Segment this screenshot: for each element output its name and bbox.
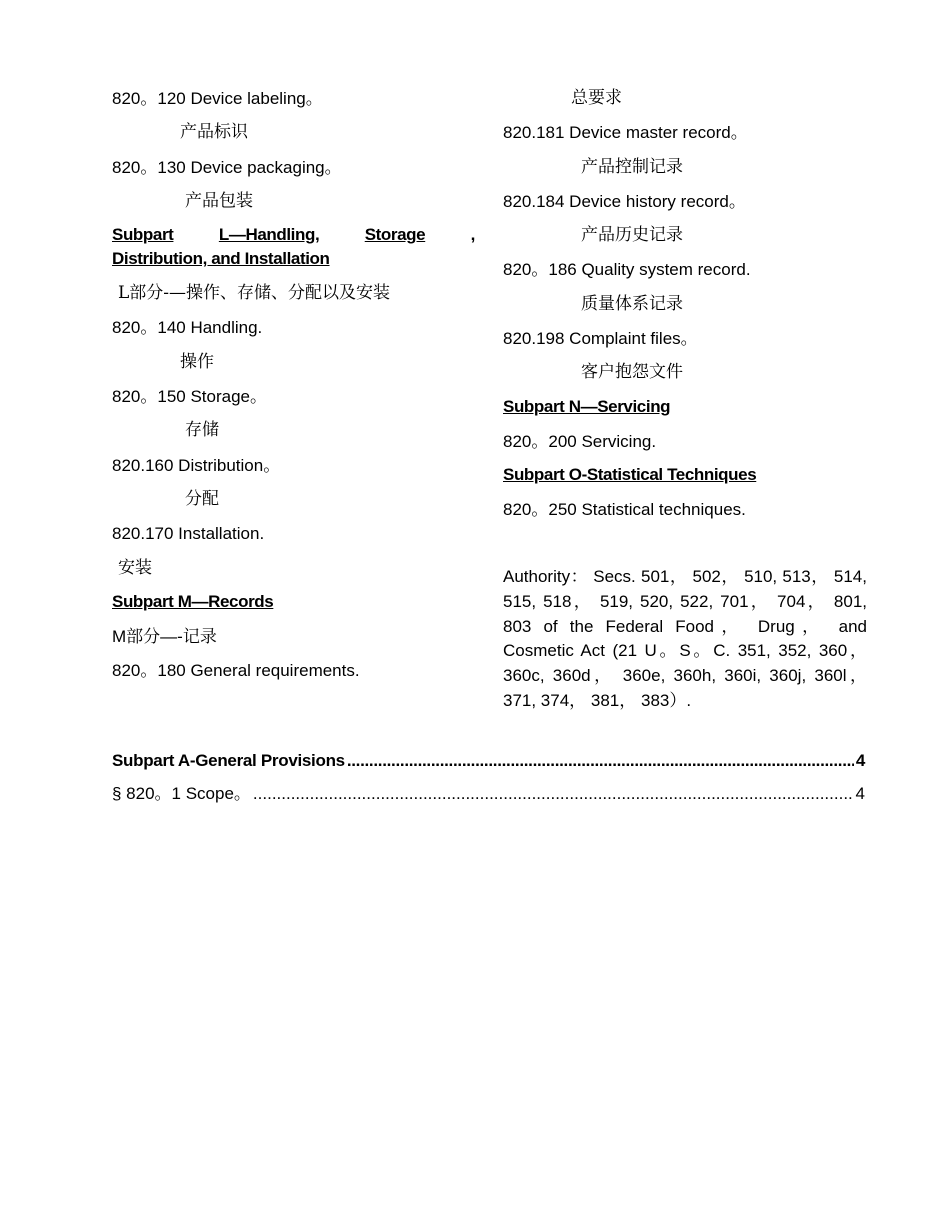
section-line: 820.184 Device history record。: [503, 191, 746, 211]
section-line: 820。120 Device labeling。: [112, 89, 323, 108]
authority-paragraph: Authority： Secs. 501， 502， 510, 513， 514, 515, 518， 519, 520, 522, 701， 704， 801, 803 of the Federal Food， Drug， and Cosmetic Act (21 U。S。C. 351, 352, 360， 360c, 360d， 360e, 360h, 360i, 360j, 360l， 371, 374， 381， 383）.: [503, 567, 867, 710]
toc-label: Subpart A-General Provisions: [112, 751, 345, 770]
subpart-o-heading: Subpart O-Statistical Techniques: [503, 464, 757, 484]
section-translation: 操作: [180, 351, 214, 372]
section-line: 820。186 Quality system record.: [503, 260, 751, 280]
section-line: 820.198 Complaint files。: [503, 329, 698, 349]
section-translation: 产品包装: [185, 190, 253, 211]
section-translation: 产品历史记录: [581, 225, 683, 246]
section-translation: 存储: [185, 420, 219, 441]
heading-word: Storage: [364, 225, 426, 245]
toc-entry[interactable]: [112, 751, 865, 771]
section-line: 820.160 Distribution。: [112, 455, 281, 475]
section-line: 820。180 General requirements.: [112, 661, 360, 681]
section-line: 820。150 Storage。: [112, 387, 267, 407]
toc-leader: [253, 784, 854, 804]
toc-page: 4: [855, 784, 865, 803]
section-translation: 分配: [185, 488, 219, 509]
section-translation: 客户抱怨文件: [581, 362, 683, 383]
subpart-l-heading: [112, 223, 475, 281]
subpart-m-heading: Subpart M—Records: [112, 591, 274, 611]
section-translation: 安装: [118, 557, 152, 578]
left-column: [112, 86, 475, 692]
toc-label: § 820。1 Scope。: [112, 784, 251, 803]
section-line: 820。130 Device packaging。: [112, 157, 342, 177]
heading-word: Subpart: [112, 225, 174, 245]
section-translation: 产品标识: [180, 122, 248, 143]
heading-word: L—Handling,: [218, 225, 320, 245]
section-translation: 总要求: [571, 88, 622, 108]
section-line: 820。200 Servicing.: [503, 431, 657, 451]
subpart-translation: M部分—-记录: [112, 626, 217, 646]
right-column: [503, 86, 867, 531]
subpart-n-heading: Subpart N—Servicing: [503, 396, 671, 416]
section-line: 820.181 Device master record。: [503, 123, 748, 143]
section-translation: 产品控制记录: [581, 156, 683, 177]
section-translation: 质量体系记录: [581, 293, 683, 314]
toc-leader: [347, 751, 854, 771]
section-line: 820.170 Installation.: [112, 524, 265, 544]
section-line: 820。250 Statistical techniques.: [503, 499, 746, 519]
toc-entry[interactable]: [112, 779, 865, 804]
toc-page: 4: [855, 751, 865, 770]
subpart-translation: L部分-—操作、存储、分配以及安装: [118, 283, 391, 304]
heading-word: ,: [470, 225, 475, 245]
section-line: 820。140 Handling.: [112, 318, 263, 338]
heading-line: Distribution, and Installation: [112, 249, 330, 269]
